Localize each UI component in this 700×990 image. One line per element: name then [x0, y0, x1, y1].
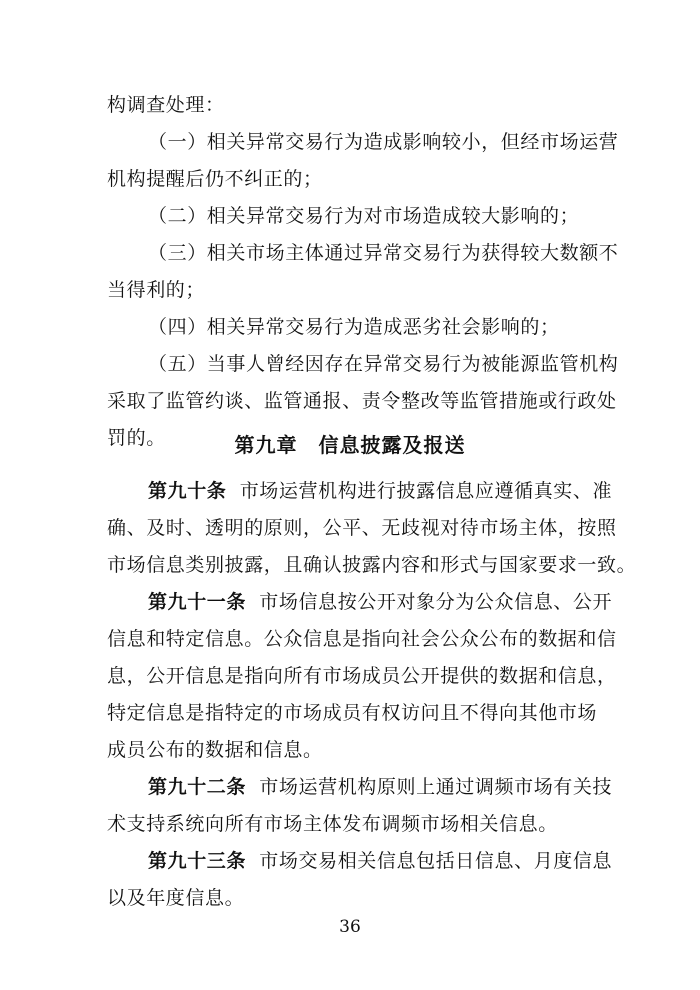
- article-text: 市场交易相关信息包括日信息、月度信息: [259, 850, 613, 872]
- article-text: 市场信息按公开对象分为公众信息、公开: [259, 591, 613, 613]
- body-line: 特定信息是指特定的市场成员有权访问且不得向其他市场: [107, 702, 598, 724]
- body-line: 当得利的；: [107, 279, 206, 301]
- article-text: 市场运营机构进行披露信息应遵循真实、准: [239, 480, 613, 502]
- article-line: [0, 585, 700, 619]
- list-item-line: （五）当事人曾经因存在异常交易行为被能源监管机构: [148, 353, 619, 375]
- body-line: 术支持系统向所有市场主体发布调频市场相关信息。: [107, 813, 558, 835]
- article-label: 第九十条: [148, 480, 227, 502]
- body-line: 采取了监管约谈、监管通报、责令整改等监管措施或行政处: [107, 390, 617, 412]
- list-item-line: （二）相关异常交易行为对市场造成较大影响的；: [148, 205, 580, 227]
- page-number: 36: [339, 917, 361, 937]
- body-line: 以及年度信息。: [107, 887, 245, 909]
- article-text: 市场运营机构原则上通过调频市场有关技: [259, 776, 613, 798]
- body-line: 机构提醒后仍不纠正的；: [107, 168, 323, 190]
- list-item-line: （四）相关异常交易行为造成恶劣社会影响的；: [148, 316, 560, 338]
- body-line: 构调查处理：: [107, 94, 225, 116]
- article-label: 第九十三条: [148, 850, 247, 872]
- article-line: [0, 474, 700, 508]
- article-line: [0, 844, 700, 878]
- body-line: 罚的。: [107, 427, 166, 449]
- chapter-heading: 第九章 信息披露及报送: [234, 433, 466, 457]
- body-line: 市场信息类别披露，且确认披露内容和形式与国家要求一致。: [107, 554, 637, 576]
- list-item-line: （一）相关异常交易行为造成影响较小，但经市场运营: [148, 131, 619, 153]
- body-line: 成员公布的数据和信息。: [107, 739, 323, 761]
- body-line: 息，公开信息是指向所有市场成员公开提供的数据和信息，: [107, 665, 617, 687]
- list-item-line: （三）相关市场主体通过异常交易行为获得较大数额不: [148, 242, 619, 264]
- article-line: [0, 770, 700, 804]
- body-line: 信息和特定信息。公众信息是指向社会公众公布的数据和信: [107, 628, 617, 650]
- body-line: 确、及时、透明的原则，公平、无歧视对待市场主体，按照: [107, 517, 617, 539]
- article-label: 第九十一条: [148, 591, 247, 613]
- article-label: 第九十二条: [148, 776, 247, 798]
